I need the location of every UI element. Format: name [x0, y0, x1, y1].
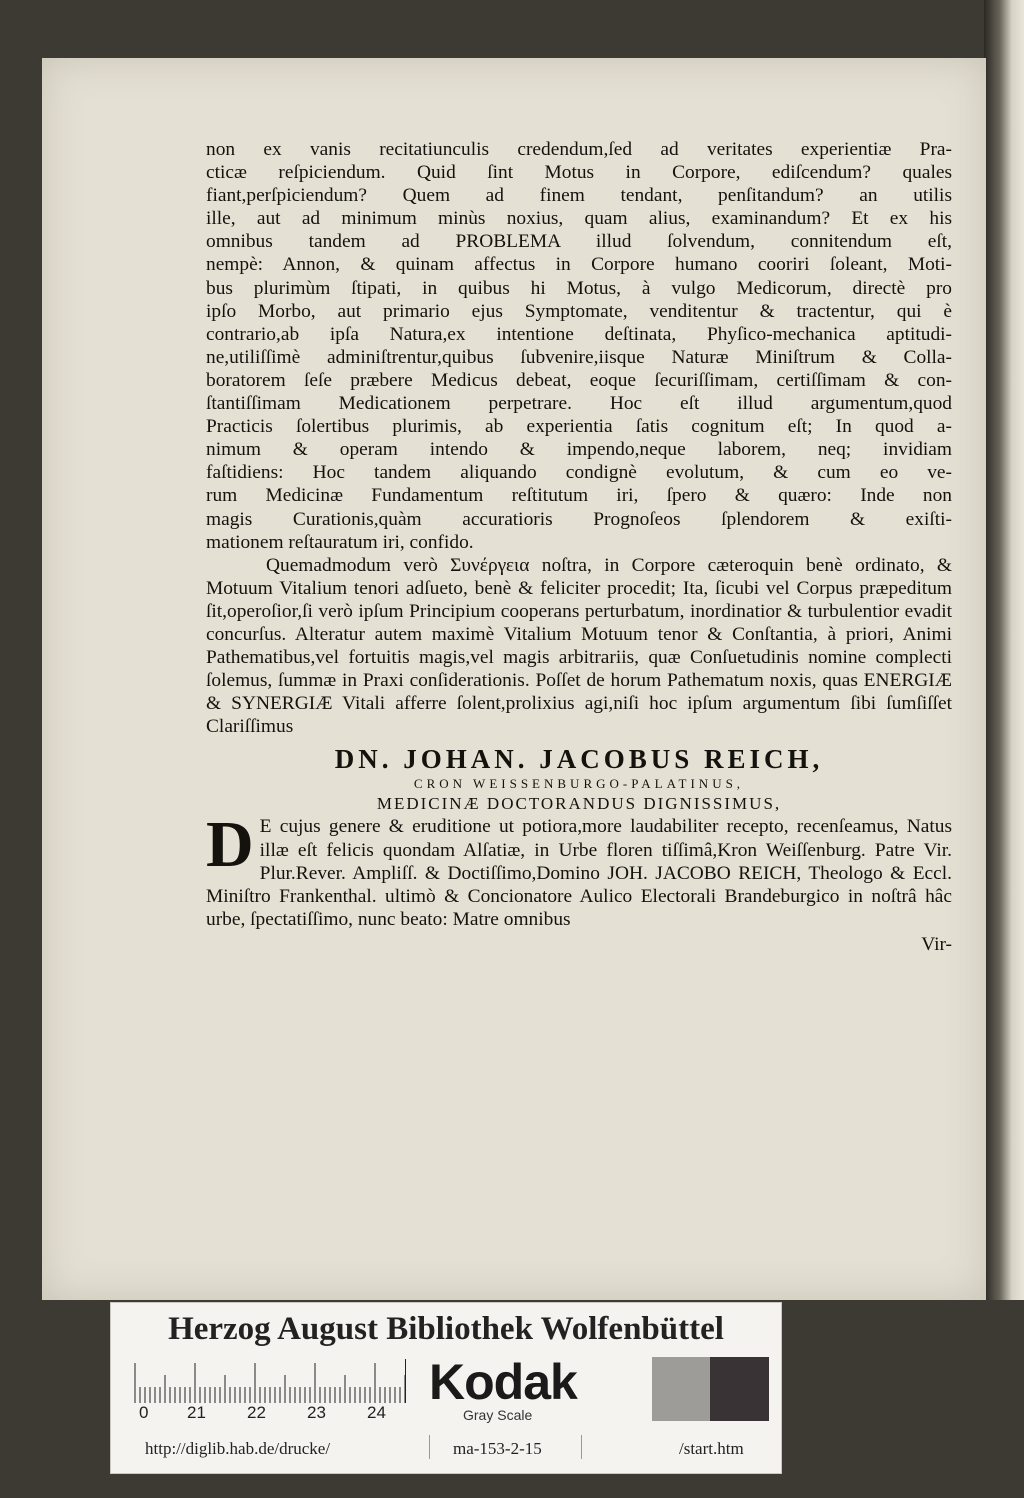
- text-line: nempè: Annon, & quinam affectus in Corpore humano cooriri ſoleant, Moti-: [206, 254, 952, 276]
- library-name: Herzog August Bibliothek Wolfenbüttel: [168, 1311, 724, 1347]
- text-line: Practicis ſolertibus plurimis, ab experientia ſatis cognitum eſt; In quod a-: [206, 416, 952, 438]
- candidate-name: DN. JOHAN. JACOBUS REICH,: [334, 744, 824, 775]
- text-line: nimum & operam intendo & impendo,neque laborem, neq; invidiam: [206, 439, 952, 461]
- text-line: boratorem ſeſe præbere Medicus debeat, eoque ſecuriſſimam, certiſſimam & con-: [206, 369, 952, 391]
- candidate-origin: CRON WEISSENBURGO-PALATINUS,: [413, 776, 745, 792]
- ruler-number: 21: [187, 1403, 206, 1422]
- candidate-title: MEDICINÆ DOCTORANDUS DIGNISSIMUS,: [376, 794, 782, 814]
- ruler-scale: [133, 1359, 406, 1403]
- catchword: Vir-: [921, 933, 952, 955]
- text-line: ille, aut ad minimum minùs noxius, quam alius, examinandum? Et ex his: [206, 208, 952, 230]
- kodak-logo: Kodak: [429, 1354, 577, 1410]
- separator: [429, 1435, 430, 1459]
- color-target-card: [110, 1302, 782, 1474]
- url-start: /start.htm: [679, 1439, 744, 1458]
- text-line: faſtidiens: Hoc tandem aliquando condignè evolutum, & cum eo ve-: [206, 462, 952, 484]
- ruler-number: 0: [139, 1403, 149, 1422]
- swatch-black: [710, 1357, 769, 1421]
- drop-cap: D: [206, 808, 254, 882]
- paragraph-2: Quemadmodum verò Συνέργεια noſtra, in Corpore cæteroquin benè ordinato, & Motuum Vitalium tenori adſueto, benè & feliciter procedit; Ita, ſicubi vel Corpus præpeditum ſit,operoſior,ſi verò ipſum Principium cooperans perturbatum, inordinatior & turbulentior evadit concurſus. Alteratur autem maximè Vitalium Motuum tenor & Conſtantia, à priori, Animi Pathematibus,vel fortuitis magis,vel magis arbitrariis, quæ Conſuetudinis nomine complecti ſolemus, ſummæ in Praxi conſiderationis. Poſſet de horum Pathematum noxis, quas ENERGIÆ & SYNERGIÆ Vitali afferre ſolent,prolixius agi,niſi hoc ipſum argumentum ſibi ſumſiſſet Clariſſimus: [206, 554, 952, 738]
- swatch-white: [593, 1357, 652, 1421]
- ruler-ticks: [133, 1359, 405, 1403]
- paragraph-3-text: E cujus genere & eruditione ut potiora,more laudabiliter recepto, recenſeamus, Natus illæ eſt felicis quondam Alſatiæ, in Urbe floren tiſſimâ,Kron Weiſſenburg. Patre Vir. Plur.Rever. Ampliſſ. & Doctiſſimo,Domino JOH. JACOBO REICH, Theologo & Eccl. Miniſtro Frankenthal. ultimò & Concionatore Aulico Electorali Brandeburgico in noſtrâ hâc urbe, ſpectatiſſimo, nunc beato: Matre omnibus: [206, 816, 952, 930]
- url-base: http://diglib.hab.de/drucke/: [145, 1439, 331, 1458]
- gray-swatches: [593, 1357, 769, 1421]
- text-line: contrario,ab ipſa Natura,ex intentione deſtinata, Phyſico-mechanica aptitudi-: [206, 323, 952, 345]
- text-line: magis Curationis,quàm accuratioris Prognoſeos ſplendorem & exiſti-: [206, 508, 952, 530]
- text-line: cticæ reſpiciendum. Quid ſint Motus in Corpore, ediſcendum? quales: [206, 162, 952, 184]
- ruler-number: 22: [247, 1403, 266, 1422]
- text-line: omnibus tandem ad PROBLEMA illud ſolvendum, connitendum eſt,: [206, 231, 952, 253]
- text-line: fiant,perſpiciendum? Quem ad finem tendant, penſitandum? an utilis: [206, 185, 952, 207]
- text-line: ſtantiſſimam Medicationem perpetrare. Hoc eſt illud argumentum,quod: [206, 393, 952, 415]
- swatch-gray: [652, 1357, 711, 1421]
- text-line: rum Medicinæ Fundamentum reſtitutum iri, ſpero & quæro: Inde non: [206, 485, 952, 507]
- text-line: ne,utiliſſimè adminiſtrentur,quibus ſubvenire,iisque Naturæ Miniſtrum & Colla-: [206, 346, 952, 368]
- paragraph-1: [206, 138, 952, 554]
- page-text-block: [206, 138, 952, 956]
- ruler-number: 23: [307, 1403, 326, 1422]
- text-line: bus plurimùm ſtipati, in quibus hi Motus, à vulgo Medicorum, directè pro: [206, 277, 952, 299]
- text-line: ipſo Morbo, aut primario ejus Symptomate, venditentur & tractentur, qui è: [206, 300, 952, 322]
- separator: [581, 1435, 582, 1459]
- url-id: ma-153-2-15: [453, 1439, 542, 1458]
- scanned-page: [42, 58, 986, 1300]
- book-spine-edge: [984, 0, 1024, 1300]
- paragraph-3: [206, 808, 952, 930]
- ruler-number: 24: [367, 1403, 386, 1422]
- text-line: non ex vanis recitatiunculis credendum,ſed ad veritates experientiæ Pra-: [206, 139, 952, 160]
- text-line: mationem reſtauratum iri, confido.: [206, 531, 474, 553]
- gray-scale-label: Gray Scale: [463, 1407, 533, 1423]
- candidate-heading: [206, 744, 952, 815]
